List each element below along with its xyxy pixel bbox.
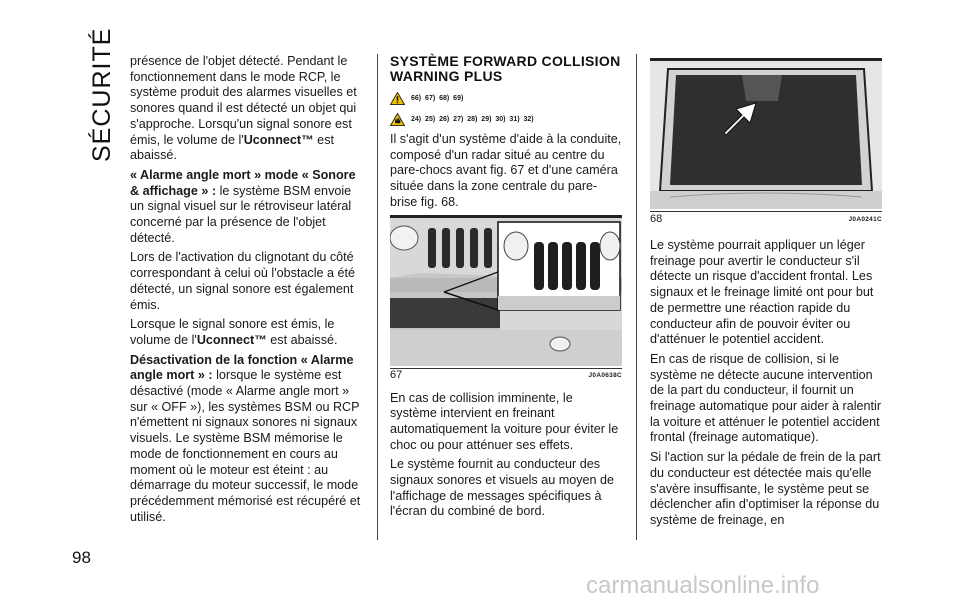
warning-triangle-icon <box>390 92 405 105</box>
windshield-camera-image <box>650 61 882 209</box>
figure-code: J0A0638C <box>588 372 622 380</box>
figure-code: J0A0241C <box>848 215 882 223</box>
paragraph: Lors de l'activation du clignotant du côté correspondant à celui où l'obstacle a été détecté, un signal sonore est également émis. <box>130 250 356 312</box>
paragraph: Si l'action sur la pédale de frein de la part du conducteur est détectée mais qu'elle s'avère insuffisante, le système peut se déclencher afin d'optimiser la réponse du système de freinage, en <box>650 450 881 527</box>
paragraph: Le système fournit au conducteur des signaux sonores et visuels au moyen de l'affichage de messages spécifiques à l'écran du combiné de bord. <box>390 457 615 519</box>
paragraph: En cas de risque de collision, si le système ne détecte aucune intervention de la part du conducteur, il fournit un freinage automatique pour aider à ralentir la voiture et atténuer le potentiel accident frontal (freinage automatique). <box>650 351 882 445</box>
text-column-2 <box>390 54 622 524</box>
section-heading: SYSTÈME FORWARD COLLISION WARNING PLUS <box>390 53 621 84</box>
radar-front-bumper-image <box>390 218 622 366</box>
paragraph: présence de l'objet détecté. Pendant le fonctionnement dans le mode RCP, le système produit des alarmes visuelles et sonores quand il est détecté un objet qui s'approche. Lorsqu'un signal sonore est émis, le volume de l'Uconnect™ est abaissé. <box>130 54 357 163</box>
caution-hand-icon <box>390 113 405 126</box>
figure-number: 68 <box>650 212 663 225</box>
figure-caption <box>650 211 882 226</box>
figure-68 <box>650 58 882 226</box>
figure-caption <box>390 368 622 383</box>
page-number: 98 <box>72 548 91 567</box>
paragraph-bsm-deactivation: Désactivation de la fonction « Alarme angle mort » : lorsque le système est désactivé (mode « Alarme angle mort » sur « OFF »), les systèmes BSM ou RCP n'émettent ni signaux sonores ni signaux visuels. Le système BSM mémorise le mode de fonctionnement en cours au moment où le moteur est éteint : au démarrage du moteur successif, le mode précédemment mémorisé est récupéré et utilisé. <box>130 352 361 524</box>
caution-refs-row <box>390 111 622 128</box>
section-title-vertical: SÉCURITÉ <box>88 27 116 162</box>
paragraph: Lorsque le signal sonore est émis, le volume de l'Uconnect™ est abaissé. <box>130 317 338 347</box>
figure-67 <box>390 215 622 383</box>
paragraph-bsm-sound-display: « Alarme angle mort » mode « Sonore & affichage » : le système BSM envoie un signal visuel sur le rétroviseur latéral concerné par la présence de l'objet détecté. <box>130 167 356 245</box>
paragraph: Le système pourrait appliquer un léger freinage pour avertir le conducteur s'il détecte un risque d'accident frontal. Les signaux et le freinage limité ont pour but de permettre une réaction rapide du conducteur afin de pouvoir éviter ou d'atténuer le potentiel accident. <box>650 238 874 347</box>
text-column-1 <box>130 54 362 529</box>
figure-number: 67 <box>390 369 403 382</box>
text-column-3 <box>650 58 882 533</box>
column-divider <box>636 54 637 540</box>
warning-references: 66) 67) 68) 69) <box>411 94 464 102</box>
warning-refs-row <box>390 90 622 107</box>
paragraph: Il s'agit d'un système d'aide à la conduite, composé d'un radar situé au centre du pare-chocs avant fig. 67 et d'une caméra située dans la zone centrale du pare-brise fig. 68. <box>390 132 622 209</box>
section-tab <box>66 27 116 170</box>
column-divider <box>377 54 378 540</box>
paragraph: En cas de collision imminente, le système intervient en freinant automatiquement la voiture pour éviter le choc ou pour atténuer ses effets. <box>390 390 619 452</box>
watermark: carmanualsonline.info <box>586 572 820 599</box>
caution-references: 24) 25) 26) 27) 28) 29) 30) 31) 32) <box>411 115 534 123</box>
